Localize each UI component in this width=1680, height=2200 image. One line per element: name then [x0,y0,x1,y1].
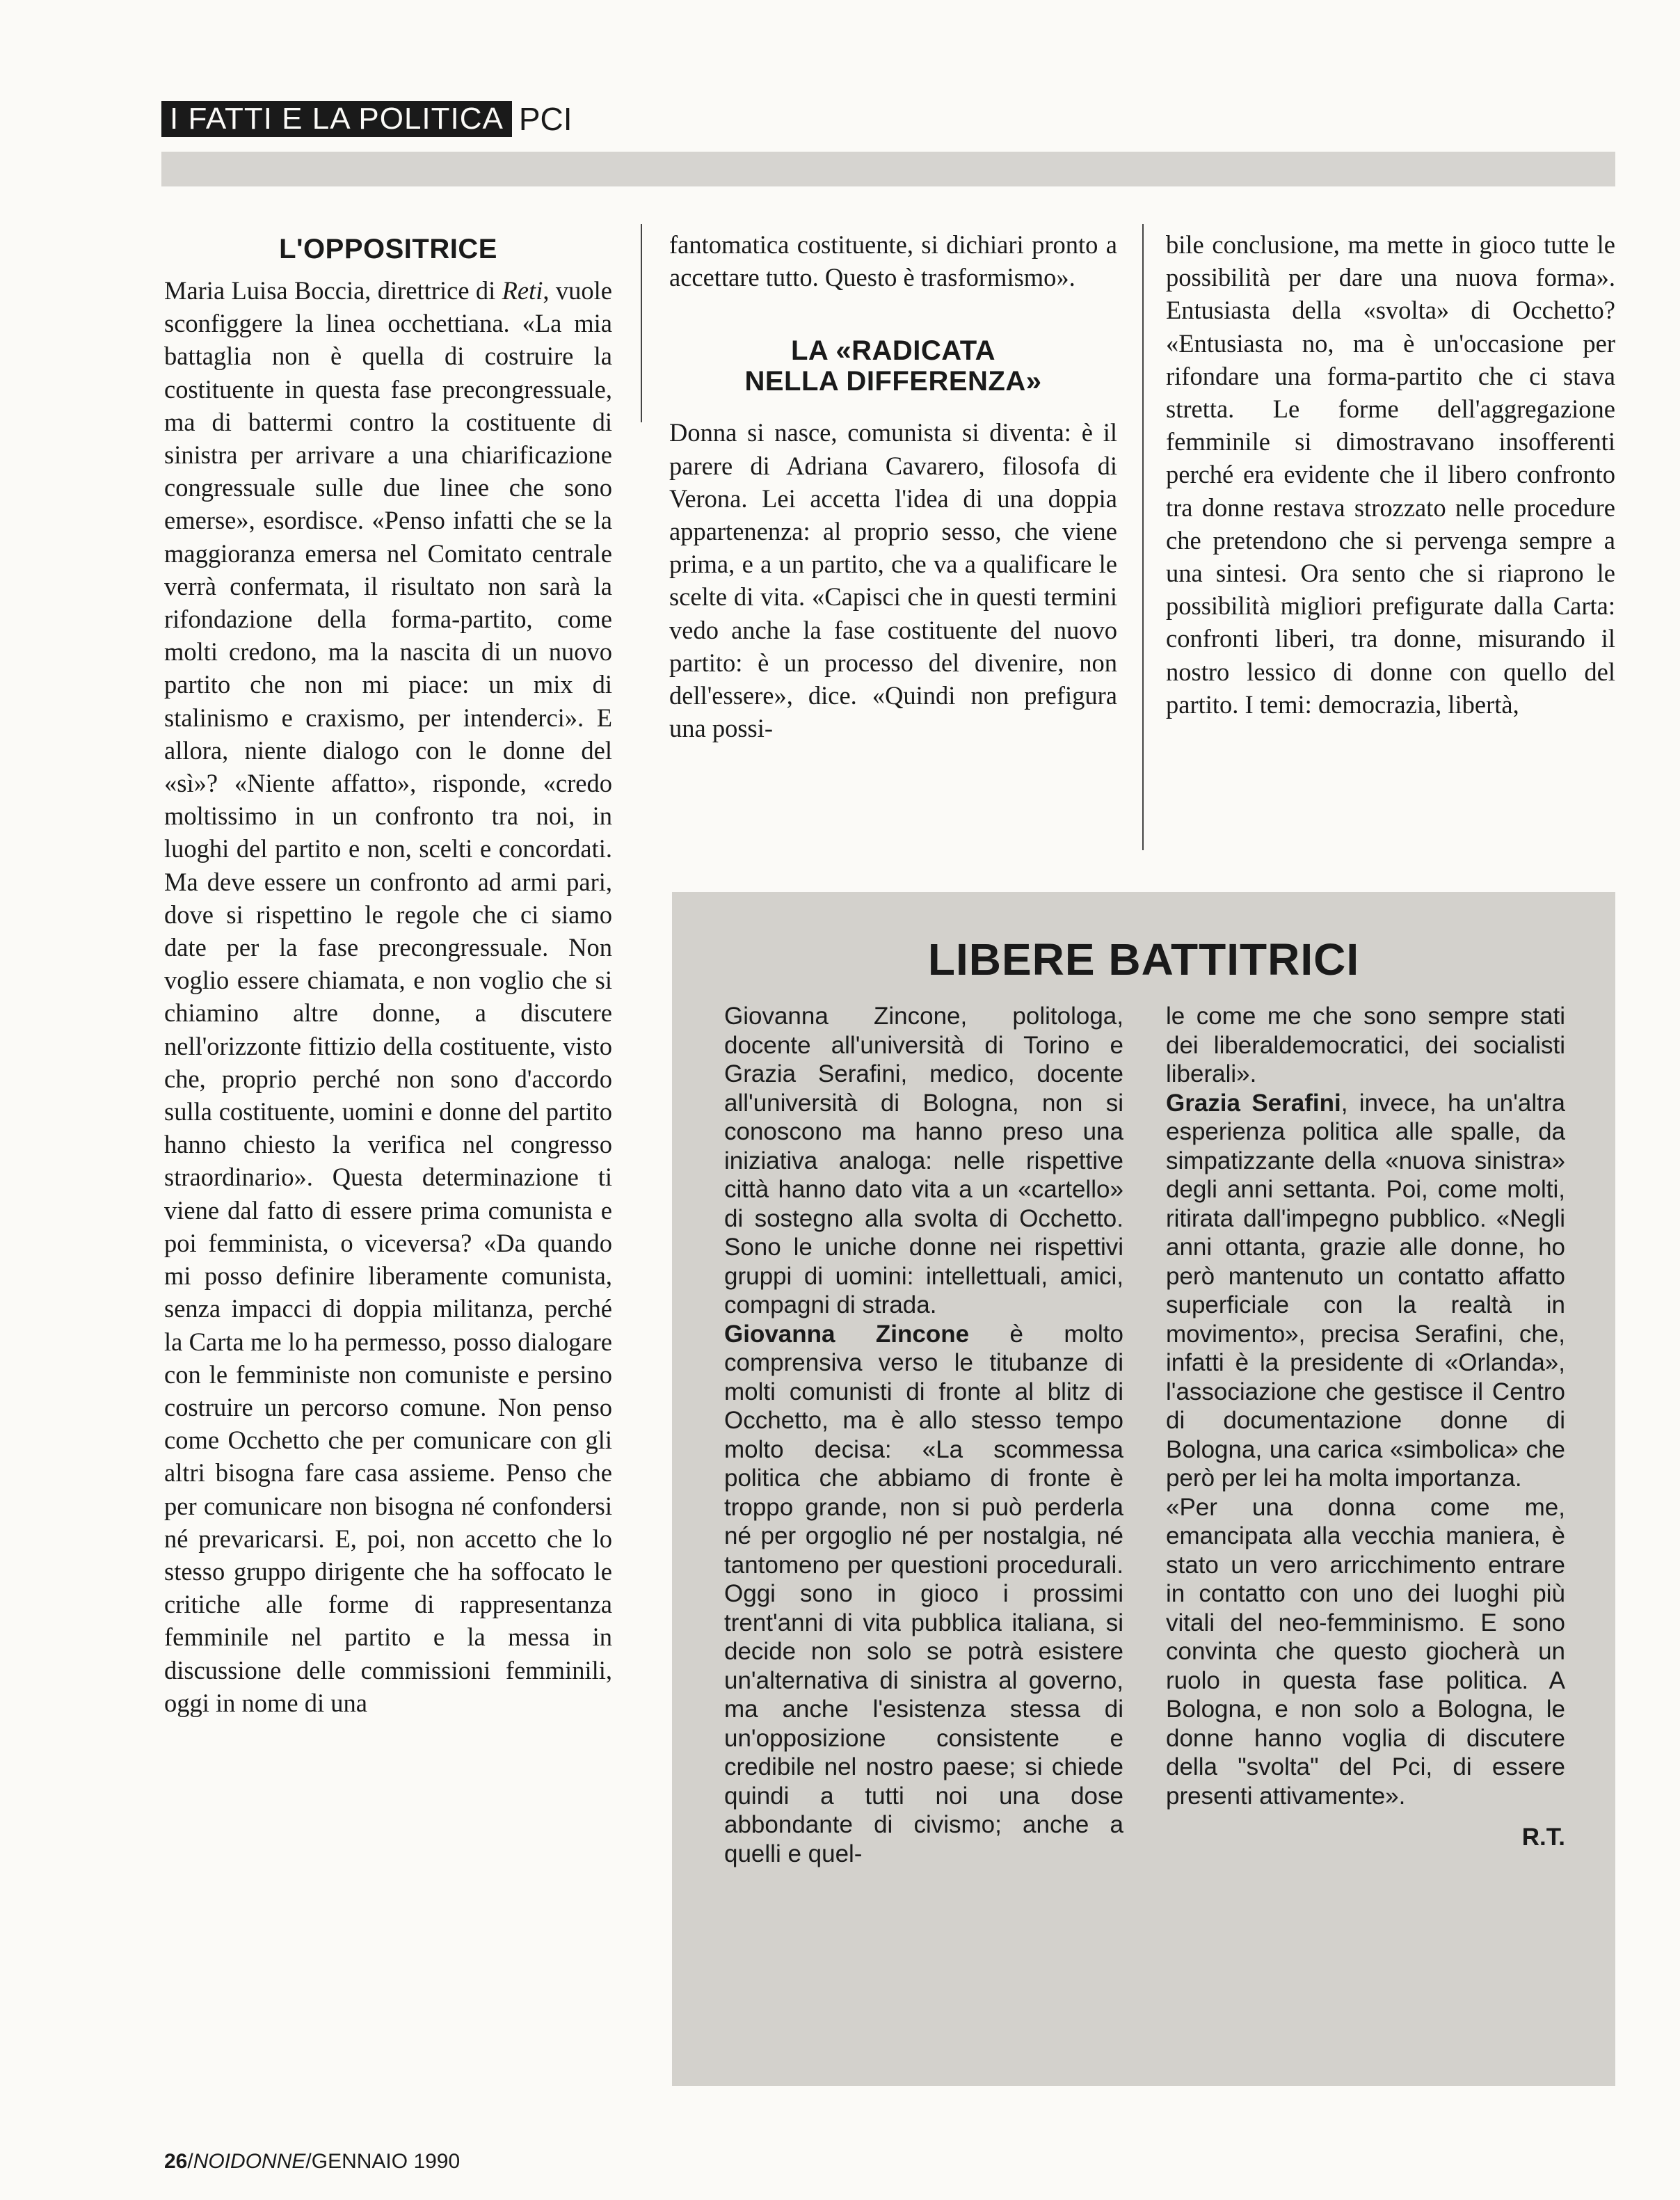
column-text: bile conclusione, ma mette in gioco tutte le possibilità per dare una nuova forma». Entusiasta della «svolta» di Occhetto? «Entusiasta no, ma è un'occasione per rifondare una forma-partito che ci stava stretta. Le forme dell'aggregazione femminile si dimostravano insofferenti perché era evidente che il libero confronto tra donne restava strozzato nelle procedure che pretendono che si pervenga sempre a una sintesi. Ora sento che si riaprono le possibilità migliori prefigurate dalla Carta: confronti liberi, tra donne, misurando il nostro lessico di donne con quello del partito. I temi: democrazia, libertà, [1166,230,1615,719]
column-text: Maria Luisa Boccia, direttrice di Reti, vuole sconfiggere la linea occhettiana. «La mia battaglia non è quella di costruire la costituente in questa fase precongressuale, ma di battermi contro la costituente di sinistra per arrivare a una chiarificazione congressuale sulle due linee che sono emerse», esordisce. «Penso infatti che se la maggioranza emersa nel Comitato centrale verrà confermata, il risultato non sarà la rifondazione della forma-partito, come molti credono, ma la nascita di un nuovo partito che non mi piace: un mix di stalinismo e craxismo, per intenderci». E allora, niente dialogo con le donne del «sì»? «Niente affatto», risponde, «credo moltissimo in un confronto tra noi, in luoghi del partito e non, scelti e concordati. Ma deve essere un confronto ad armi pari, dove si rispettino le regole che ci siamo date per la fase precongressuale. Non voglio essere chiamata, e non voglio che si chiamino altre donne, a discutere nell'orizzonte fittizio della costituente, visto che, proprio perché non sono d'accordo sulla costituente, uomini e donne del partito hanno chiesto la verifica nel congresso straordinario». Questa determinazione ti viene dal fatto di essere prima comunista e poi femminista, o viceversa? «Da quando mi posso definire liberamente comunista, senza impacci di doppia militanza, perché la Carta me lo ha permesso, posso dialogare con le femministe non comuniste e persino costruire un percorso comune. Non penso come Occhetto che per comunicare con gli altri bisogna fare casa assieme. Penso che per comunicare non bisogna né confondersi né prevaricarsi. E, poi, non accetto che lo stesso gruppo dirigente che ha soffocato le critiche alle forme di rappresentanza femminile nel partito e la messa in discussione delle commissioni femminili, oggi in nome di una [164,276,613,1717]
box-intro: Giovanna Zincone, politologa, docente all'università di Torino e Grazia Serafini, medico, docente all'università di Bologna, non si conoscono ma hanno preso una iniziativa analoga: nelle rispettive città hanno dato vita a un «cartello» di sostegno alla svolta di Occhetto. Sono le uniche donne nei rispettivi gruppi di uomini: intellettuali, amici, compagni di strada. [724,1003,1123,1318]
column-divider [1142,224,1144,850]
issue-date: GENNAIO 1990 [311,2150,461,2173]
column-text: Donna si nasce, comunista si diventa: è il parere di Adriana Cavarero, filosofa di Verona. Lei accetta l'idea di una doppia appartenenza: al proprio sesso, che viene prima, e a un partito, che va a qualificare le scelte di vita. «Capisci che in questi termini vedo anche la fase costituente del nuovo partito: è un processo del divenire, non dell'essere», dice. «Quindi non prefigura una possi- [669,418,1117,743]
magazine-name: NOIDONNE [193,2150,306,2173]
article-column-2 [669,228,1117,744]
column-heading: L'OPPOSITRICE [279,234,497,264]
box-column-1 [724,1002,1123,1868]
box-lead: le come me che sono sempre stati dei liberaldemocratici, dei socialisti liberali». [1166,1003,1565,1087]
box-quote: «Per una donna come me, emancipata alla vecchia maniera, è stato un vero arricchimento entrare in contatto con uno dei luoghi più vitali del neo-femminismo. E sono convinta che questo giocherà un ruolo in questa fase politica. A Bologna, e non solo a Bologna, le donne hanno voglia di discutere della "svolta" del Pci, di essere presenti attivamente». [1166,1493,1565,1810]
article-column-3 [1166,228,1615,721]
column-heading: LA «RADICATA NELLA DIFFERENZA» [744,335,1042,397]
box-paragraph: Giovanna Zincone è molto comprensiva verso le titubanze di molti comunisti di fronte al blitz di Occhetto, ma è allo stesso tempo molto decisa: «La scommessa politica che abbiamo di fronte è troppo grande, non si può perderla né per orgoglio né per nostalgia, né tantomeno per questioni procedurali. Oggi sono in gioco i prossimi trent'anni di vita pubblica italiana, si decide non solo se potrà esistere un'alternativa di sinistra al governo, ma anche l'esistenza stessa di un'opposizione consistente e credibile nel nostro paese; si chiede quindi a tutti noi una dose abbondante di civismo; anche a quelli e quel- [724,1320,1123,1867]
box-title: LIBERE BATTITRICI [927,934,1360,985]
page-footer: 26/NOIDONNE/GENNAIO 1990 [164,2150,461,2173]
sidebar-box [672,892,1615,2086]
signature: R.T. [1521,1824,1565,1851]
section-label: I FATTI E LA POLITICA [161,101,512,137]
magazine-title: Reti [502,276,543,305]
header-band [161,152,1615,186]
article-column-1 [164,228,612,1719]
section-header [161,101,573,137]
box-column-2 [1166,1002,1565,1852]
subsection-label: PCI [518,101,573,137]
page-number: 26 [164,2150,188,2173]
box-paragraph: Grazia Serafini, invece, ha un'altra esperienza politica alle spalle, da simpatizzante della «nuova sinistra» degli anni settanta. Poi, come molti, ritirata dall'impegno pubblico. «Negli anni ottanta, grazie alle donne, ho però mantenuto un contatto affatto superficiale con la realtà in movimento», precisa Serafini, che, infatti è la presidente di «Orlanda», l'associazione che gestisce il Centro di documentazione donne di Bologna, una carica «simbolica» che però per lei ha molta importanza. [1166,1089,1566,1492]
column-lead: fantomatica costituente, si dichiari pronto a accettare tutto. Questo è trasformismo». [669,230,1117,292]
column-divider [641,224,642,422]
